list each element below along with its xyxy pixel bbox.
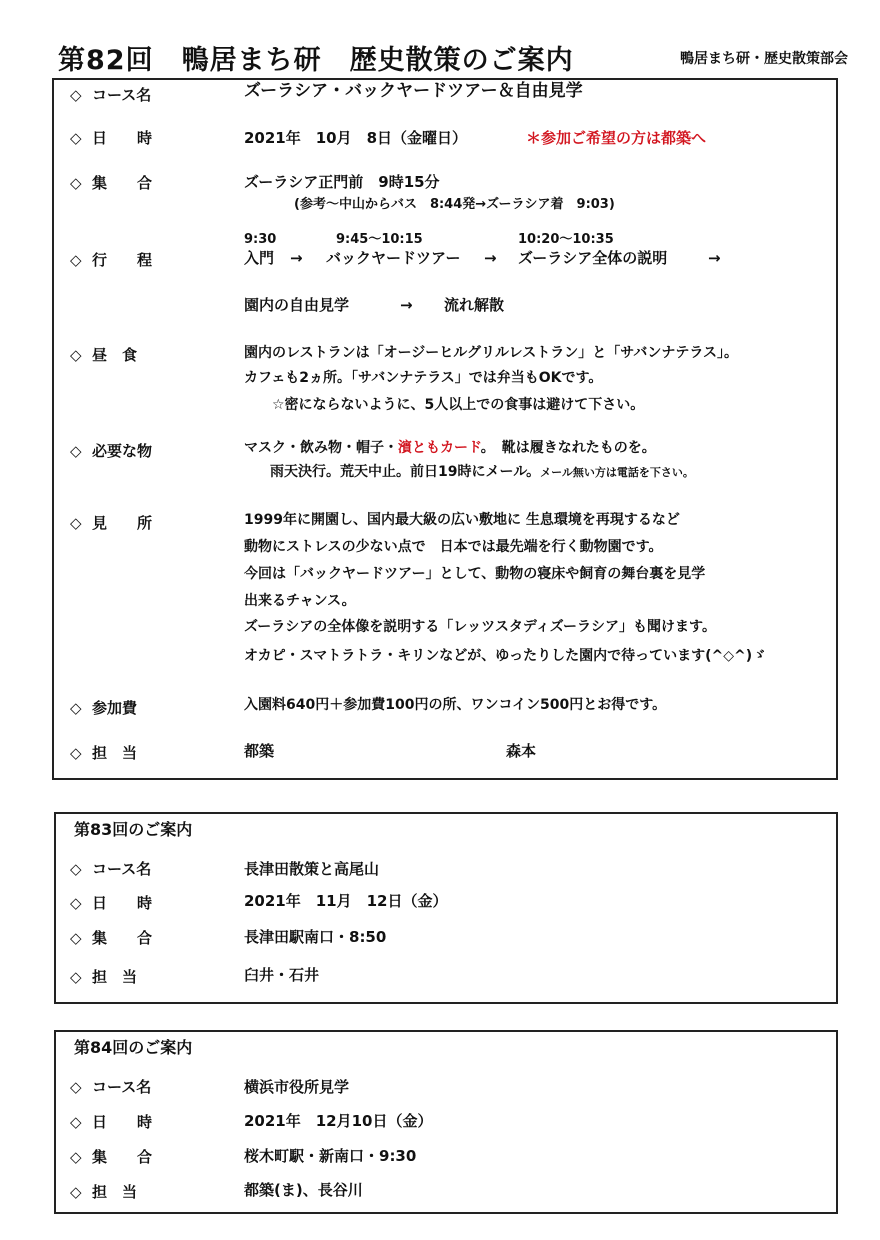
page-header: [58, 38, 848, 78]
diamond-icon: ◇: [70, 442, 82, 460]
date-value: 2021年 10月 8日（金曜日）: [244, 129, 468, 147]
arrow-icon: →: [400, 296, 413, 314]
itinerary-step: 入門: [244, 249, 275, 267]
staff-value: 都築(ま)、長谷川: [244, 1181, 363, 1199]
organizer-name: 鴨居まち研・歴史散策部会: [680, 51, 848, 67]
highlight-line: 出来るチャンス。: [244, 593, 356, 609]
date-label: ◇ 日 時: [70, 129, 153, 147]
diamond-icon: ◇: [70, 86, 82, 104]
course-label: ◇ コース名: [70, 1078, 152, 1096]
diamond-icon: ◇: [70, 1113, 82, 1131]
diamond-icon: ◇: [70, 860, 82, 878]
course-label: ◇ コース名: [70, 86, 152, 104]
highlight-line: 動物にストレスの少ない点で 日本では最先端を行く動物園です。: [244, 539, 663, 555]
staff-value: 臼井・石井: [244, 966, 320, 984]
staff-label: ◇ 担 当: [70, 968, 138, 986]
diamond-icon: ◇: [70, 894, 82, 912]
itinerary-step: バックヤードツアー: [326, 249, 461, 267]
staff-label: ◇ 担 当: [70, 1183, 138, 1201]
meet-label: ◇ 集 合: [70, 174, 153, 192]
event-82-box: [52, 78, 838, 780]
items-label: ◇ 必要な物: [70, 442, 153, 460]
staff-value-1: 都築: [244, 742, 275, 760]
items-line: マスク・飲み物・帽子・濱ともカード。 靴は履きなれたものを。: [244, 440, 656, 456]
date-label: ◇ 日 時: [70, 894, 153, 912]
card-highlight: 濱ともカード: [398, 440, 481, 456]
date-note: ＊参加ご希望の方は都築へ: [526, 129, 707, 147]
fee-label: ◇ 参加費: [70, 699, 138, 717]
date-label: ◇ 日 時: [70, 1113, 153, 1131]
arrow-icon: →: [290, 249, 303, 267]
itinerary-step: ズーラシア全体の説明: [518, 249, 668, 267]
itinerary-time-2: 9:45～10:15: [336, 232, 423, 247]
lunch-line: 園内のレストランは「オージーヒルグリルレストラン」と「サバンナテラス」。: [244, 345, 738, 361]
lunch-label: ◇ 昼 食: [70, 346, 138, 364]
diamond-icon: ◇: [70, 174, 82, 192]
highlight-line: オカピ・スマトラトラ・キリンなどが、ゆったりした園内で待っています(^◇^)ゞ: [244, 648, 767, 664]
itinerary-step: 流れ解散: [444, 296, 505, 314]
date-value: 2021年 12月10日（金）: [244, 1112, 433, 1130]
diamond-icon: ◇: [70, 514, 82, 532]
lunch-line: ☆密にならないように、5人以上での食事は避けて下さい。: [272, 397, 645, 413]
date-value: 2021年 11月 12日（金）: [244, 892, 448, 910]
event-83-title: 第83回のご案内: [74, 820, 193, 839]
itinerary-label: ◇ 行 程: [70, 251, 153, 269]
itinerary-time-3: 10:20～10:35: [518, 232, 614, 247]
course-value: 長津田散策と高尾山: [244, 860, 380, 878]
fee-value: 入園料640円＋参加費100円の所、ワンコイン500円とお得です。: [244, 697, 667, 713]
meet-value: 桜木町駅・新南口・9:30: [244, 1147, 417, 1165]
diamond-icon: ◇: [70, 251, 82, 269]
highlights-label: ◇ 見 所: [70, 514, 153, 532]
diamond-icon: ◇: [70, 1078, 82, 1096]
highlight-line: ズーラシアの全体像を説明する「レッツスタディズーラシア」も聞けます。: [244, 619, 716, 635]
staff-label: ◇ 担 当: [70, 744, 138, 762]
course-label: ◇ コース名: [70, 860, 152, 878]
meet-label: ◇ 集 合: [70, 1148, 153, 1166]
diamond-icon: ◇: [70, 1183, 82, 1201]
diamond-icon: ◇: [70, 699, 82, 717]
itinerary-step: 園内の自由見学: [244, 296, 350, 314]
meet-value: 長津田駅南口・8:50: [244, 928, 387, 946]
course-value: ズーラシア・バックヤードツアー＆自由見学: [244, 81, 583, 101]
meet-value: ズーラシア正門前 9時15分: [244, 173, 440, 191]
arrow-icon: →: [708, 249, 721, 267]
meet-sub: (参考～中山からバス 8:44発→ズーラシア着 9:03): [294, 197, 615, 212]
lunch-line: カフェも2ヵ所。「サバンナテラス」では弁当もOKです。: [244, 370, 603, 386]
highlight-line: 今回は「バックヤードツアー」として、動物の寝床や飼育の舞台裏を見学: [244, 566, 706, 582]
diamond-icon: ◇: [70, 968, 82, 986]
diamond-icon: ◇: [70, 129, 82, 147]
arrow-icon: →: [484, 249, 497, 267]
diamond-icon: ◇: [70, 1148, 82, 1166]
diamond-icon: ◇: [70, 929, 82, 947]
diamond-icon: ◇: [70, 346, 82, 364]
highlight-line: 1999年に開園し、国内最大級の広い敷地に 生息環境を再現するなど: [244, 512, 680, 528]
itinerary-time-1: 9:30: [244, 232, 277, 247]
staff-value-2: 森本: [506, 742, 537, 760]
course-value: 横浜市役所見学: [244, 1078, 350, 1096]
meet-label: ◇ 集 合: [70, 929, 153, 947]
event-84-title: 第84回のご案内: [74, 1038, 193, 1057]
weather-note: 雨天決行。荒天中止。前日19時にメール。メール無い方は電話を下さい。: [270, 464, 694, 480]
page-title: 第82回 鴨居まち研 歴史散策のご案内: [58, 45, 574, 76]
diamond-icon: ◇: [70, 744, 82, 762]
